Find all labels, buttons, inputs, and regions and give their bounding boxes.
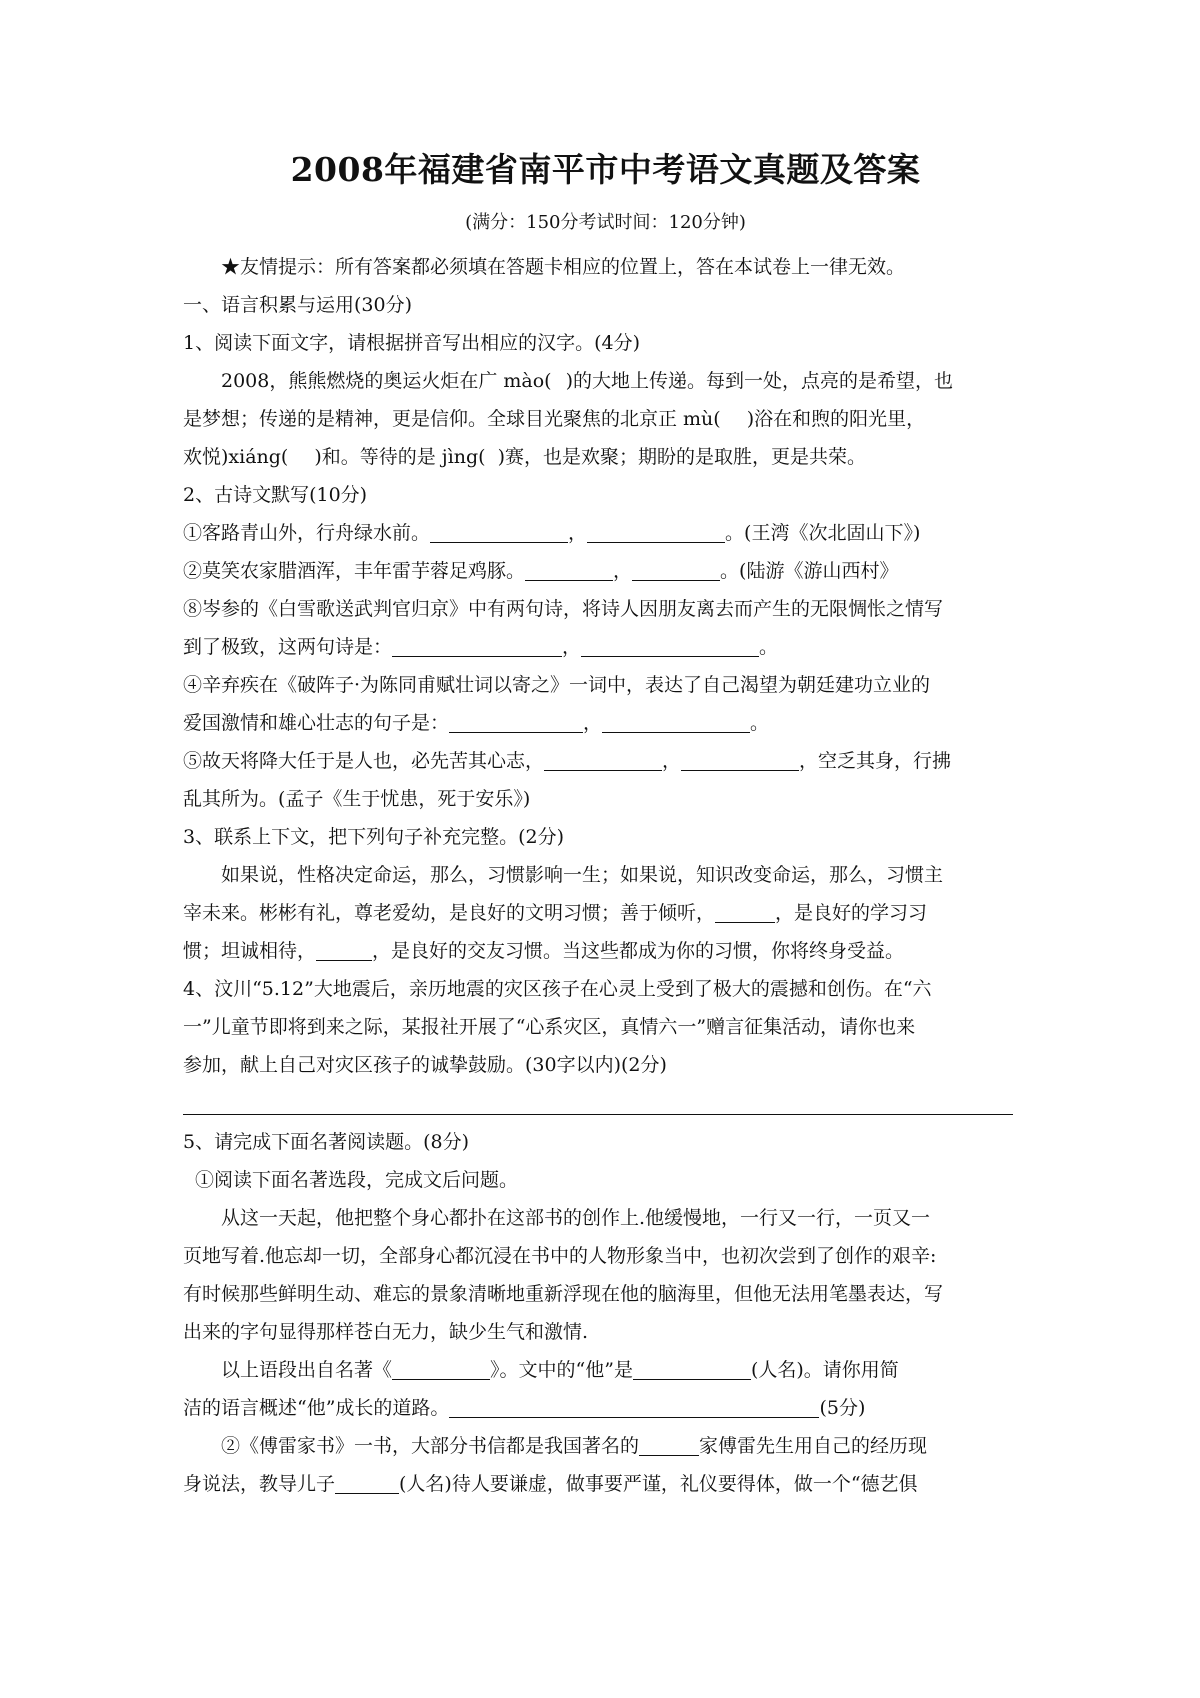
question-5-stem: 5、请完成下面名著阅读题。(8分): [183, 1131, 470, 1153]
text-fragment: ⑤故天将降大任于是人也，必先苦其心志，: [183, 750, 545, 772]
question-1-text: [183, 438, 1028, 476]
friendly-tip: ★友情提示：所有答案都必须填在答题卡相应的位置上，答在本试卷上一律无效。: [221, 256, 906, 278]
fill-blank[interactable]: [681, 748, 799, 771]
excerpt-text: 页地写着.他忘却一切，全部身心都沉浸在书中的人物形象当中，也初次尝到了创作的艰辛:: [183, 1245, 937, 1267]
poem-line: [183, 514, 1028, 552]
question-5-text: [183, 1389, 1028, 1427]
text-fragment: 2008，熊熊燃烧的奥运火炬在广 mào(: [221, 370, 552, 392]
question-1-text: [183, 362, 1028, 400]
poem-line: ④辛弃疾在《破阵子·为陈同甫赋壮词以寄之》一词中，表达了自己渴望为朝廷建功立业的: [183, 674, 931, 696]
question-3-text: [183, 894, 1028, 932]
poem-line: [183, 628, 1028, 666]
text-fragment: 惯；坦诚相待，: [183, 940, 317, 962]
fill-blank[interactable]: [430, 520, 568, 543]
text-fragment: ，: [662, 750, 682, 772]
question-3-stem: 3、联系上下文，把下列句子补充完整。(2分): [183, 826, 565, 848]
text-fragment: 爱国激情和雄心壮志的句子是：: [183, 712, 450, 734]
page-title: 2008年福建省南平市中考语文真题及答案: [290, 150, 921, 189]
poem-line: [183, 704, 1028, 742]
text-fragment: ，是良好的交友习惯。当这些都成为你的习惯，你将终身受益。: [372, 940, 905, 962]
question-5-text: [183, 1465, 1028, 1503]
text-fragment: ，: [562, 636, 582, 658]
text-fragment: 洁的语言概述“他”成长的道路。: [183, 1397, 450, 1419]
question-3-text: 如果说，性格决定命运，那么，习惯影响一生；如果说，知识改变命运，那么，习惯主: [221, 864, 944, 886]
fill-blank[interactable]: [525, 558, 613, 581]
section-heading: 一、语言积累与运用(30分): [183, 294, 413, 316]
answer-line[interactable]: [183, 1094, 1013, 1115]
fill-blank[interactable]: [715, 900, 775, 923]
fill-blank[interactable]: [316, 938, 372, 961]
excerpt-text: 从这一天起，他把整个身心都扑在这部书的创作上.他缓慢地，一行又一行，一页又一: [221, 1207, 931, 1229]
text-fragment: 。: [759, 636, 779, 658]
fill-blank[interactable]: [632, 558, 720, 581]
question-1-text: [183, 400, 1028, 438]
excerpt-text: 出来的字句显得那样苍白无力，缺少生气和激情.: [183, 1321, 589, 1343]
text-fragment: 是梦想；传递的是精神，更是信仰。全球目光聚焦的北京正 mù(: [183, 408, 721, 430]
poem-line: [183, 742, 1028, 780]
fill-blank[interactable]: [633, 1357, 751, 1380]
text-fragment: )的大地上传递。每到一处，点亮的是希望，也: [565, 370, 954, 392]
fill-blank[interactable]: [639, 1433, 699, 1456]
text-fragment: 宰未来。彬彬有礼，尊老爱幼，是良好的文明习惯；善于倾听，: [183, 902, 716, 924]
text-fragment: (人名)待人要谦虚，做事要严谨，礼仪要得体，做一个“德艺俱: [399, 1473, 918, 1495]
fill-blank[interactable]: [449, 1395, 819, 1418]
poem-line: [183, 552, 1028, 590]
question-4-text: 一”儿童节即将到来之际，某报社开展了“心系灾区，真情六一”赠言征集活动，请你也来: [183, 1016, 916, 1038]
text-fragment: )赛，也是欢聚；期盼的是取胜，更是共荣。: [497, 446, 867, 468]
text-fragment: ，空乏其身，行拂: [799, 750, 952, 772]
fill-blank[interactable]: [449, 710, 583, 733]
text-fragment: (人名)。请你用简: [750, 1359, 899, 1381]
text-fragment: ，: [613, 560, 633, 582]
text-fragment: 以上语段出自名著《: [221, 1359, 393, 1381]
poem-line: ⑧岑参的《白雪歌送武判官归京》中有两句诗，将诗人因朋友离去而产生的无限惆怅之情写: [183, 598, 944, 620]
text-fragment: ，: [568, 522, 588, 544]
text-fragment: 。(王湾《次北固山下》): [725, 522, 921, 544]
question-1-stem: 1、阅读下面文字，请根据拼音写出相应的汉字。(4分): [183, 332, 641, 354]
text-fragment: (5分): [819, 1397, 866, 1419]
question-5-text: [183, 1351, 1028, 1389]
fill-blank[interactable]: [581, 634, 759, 657]
text-fragment: 。(陆游《游山西村》: [720, 560, 899, 582]
sub-question: ①阅读下面名著选段，完成文后问题。: [195, 1169, 519, 1191]
text-fragment: 。: [750, 712, 770, 734]
text-fragment: )浴在和煦的阳光里，: [746, 408, 926, 430]
text-fragment: 到了极致，这两句诗是：: [183, 636, 393, 658]
poem-line: 乱其所为。(孟子《生于忧患，死于安乐》): [183, 788, 531, 810]
text-fragment: 家傅雷先生用自己的经历现: [699, 1435, 928, 1457]
text-fragment: ②莫笑农家腊酒浑，丰年雷芋蓉足鸡豚。: [183, 560, 526, 582]
question-5-text: [183, 1427, 1028, 1465]
exam-info: (满分：150分考试时间：120分钟): [465, 212, 746, 233]
text-fragment: 》。文中的“他”是: [490, 1359, 633, 1381]
question-4-text: 4、汶川“5.12”大地震后，亲历地震的灾区孩子在心灵上受到了极大的震撼和创伤。在“六: [183, 978, 932, 1000]
text-fragment: ②《傅雷家书》一书，大部分书信都是我国著名的: [221, 1435, 640, 1457]
excerpt-text: 有时候那些鲜明生动、难忘的景象清晰地重新浮现在他的脑海里，但他无法用笔墨表达，写: [183, 1283, 944, 1305]
text-fragment: 身说法，教导儿子: [183, 1473, 336, 1495]
question-2-stem: 2、古诗文默写(10分): [183, 484, 368, 506]
text-fragment: 欢悦)xiáng(: [183, 446, 289, 468]
question-4-text: 参加，献上自己对灾区孩子的诚挚鼓励。(30字以内)(2分): [183, 1054, 667, 1076]
question-3-text: [183, 932, 1028, 970]
exam-page: [183, 150, 1028, 1503]
text-fragment: ①客路青山外，行舟绿水前。: [183, 522, 431, 544]
fill-blank[interactable]: [544, 748, 662, 771]
text-fragment: ，: [583, 712, 603, 734]
text-fragment: ，是良好的学习习: [775, 902, 928, 924]
fill-blank[interactable]: [587, 520, 725, 543]
fill-blank[interactable]: [335, 1471, 399, 1494]
fill-blank[interactable]: [392, 1357, 490, 1380]
fill-blank[interactable]: [602, 710, 750, 733]
fill-blank[interactable]: [392, 634, 562, 657]
text-fragment: )和。等待的是 jìng(: [314, 446, 486, 468]
